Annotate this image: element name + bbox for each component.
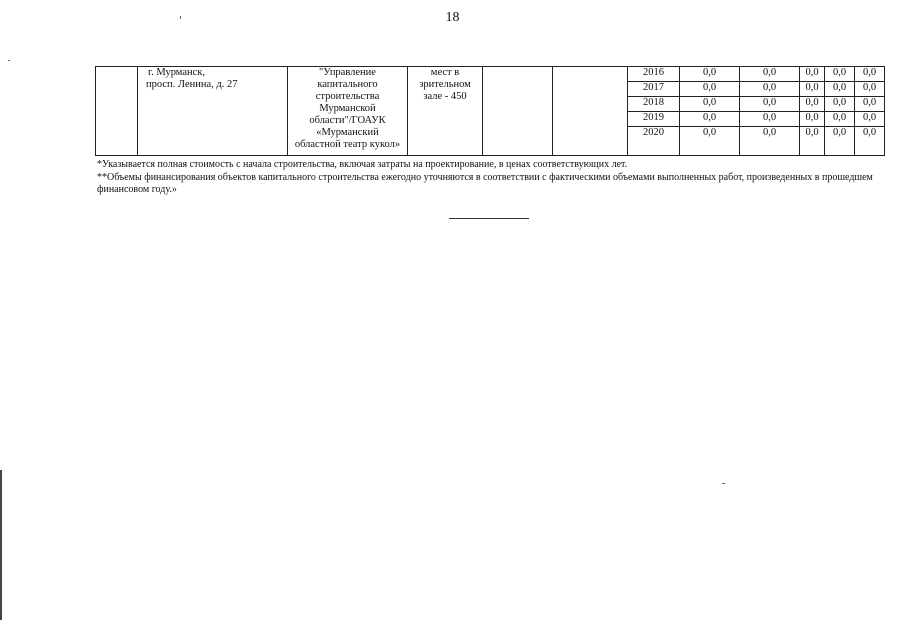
value-cell: 0,0	[800, 127, 825, 156]
footnotes	[97, 159, 887, 197]
address-line: просп. Ленина, д. 27	[146, 79, 238, 90]
customer-line: строительства	[315, 91, 380, 102]
address-line: г. Мурманск,	[148, 67, 206, 78]
year-cell: 2017	[628, 82, 680, 97]
construction-objects-table	[95, 66, 885, 156]
value-cell: 0,0	[800, 97, 825, 112]
footnote-funding: **Объемы финансирования объектов капитального строительства ежегодно уточняются в соответствии с фактическими объемами выполненных работ, произведенных в прошедшем финансовом году.»	[97, 171, 873, 195]
scan-speck	[722, 483, 725, 484]
value-cell: 0,0	[740, 67, 800, 82]
scan-speck	[180, 16, 181, 19]
value-cell: 0,0	[800, 82, 825, 97]
number-cell	[96, 67, 138, 156]
value-cell: 0,0	[855, 97, 885, 112]
value-cell: 0,0	[740, 112, 800, 127]
customer-line: Мурманской	[319, 103, 376, 114]
value-cell: 0,0	[740, 82, 800, 97]
capacity-line: зале - 450	[423, 91, 467, 102]
value-cell: 0,0	[680, 97, 740, 112]
value-cell: 0,0	[855, 112, 885, 127]
empty-cell	[553, 67, 628, 156]
customer-line: "Управление	[319, 67, 376, 78]
scan-speck	[8, 60, 10, 61]
customer-line: «Мурманский	[316, 127, 379, 138]
year-cell: 2018	[628, 97, 680, 112]
customer-line: капитального	[317, 79, 378, 90]
table-row	[96, 67, 885, 82]
year-cell: 2019	[628, 112, 680, 127]
customer-line: области"/ГОАУК	[309, 115, 386, 126]
address-cell	[138, 67, 288, 156]
value-cell: 0,0	[825, 67, 855, 82]
value-cell: 0,0	[825, 112, 855, 127]
closing-rule	[449, 218, 529, 219]
capacity-line: зрительном	[419, 79, 471, 90]
value-cell: 0,0	[680, 112, 740, 127]
value-cell: 0,0	[800, 112, 825, 127]
value-cell: 0,0	[855, 127, 885, 156]
empty-cell	[483, 67, 553, 156]
scan-speck	[0, 470, 2, 620]
page-number: 18	[445, 10, 460, 25]
value-cell: 0,0	[740, 127, 800, 156]
value-cell: 0,0	[680, 67, 740, 82]
capacity-line: мест в	[430, 67, 460, 78]
customer-line: областной театр кукол»	[294, 139, 401, 150]
value-cell: 0,0	[740, 97, 800, 112]
value-cell: 0,0	[855, 67, 885, 82]
customer-cell	[288, 67, 408, 156]
footnote-cost: *Указывается полная стоимость с начала строительства, включая затраты на проектирование, в ценах соответствующих лет.	[97, 159, 628, 170]
year-cell: 2016	[628, 67, 680, 82]
value-cell: 0,0	[855, 82, 885, 97]
value-cell: 0,0	[825, 97, 855, 112]
value-cell: 0,0	[825, 127, 855, 156]
value-cell: 0,0	[825, 82, 855, 97]
year-cell: 2020	[628, 127, 680, 156]
value-cell: 0,0	[680, 82, 740, 97]
capacity-cell	[408, 67, 483, 156]
value-cell: 0,0	[680, 127, 740, 156]
value-cell: 0,0	[800, 67, 825, 82]
